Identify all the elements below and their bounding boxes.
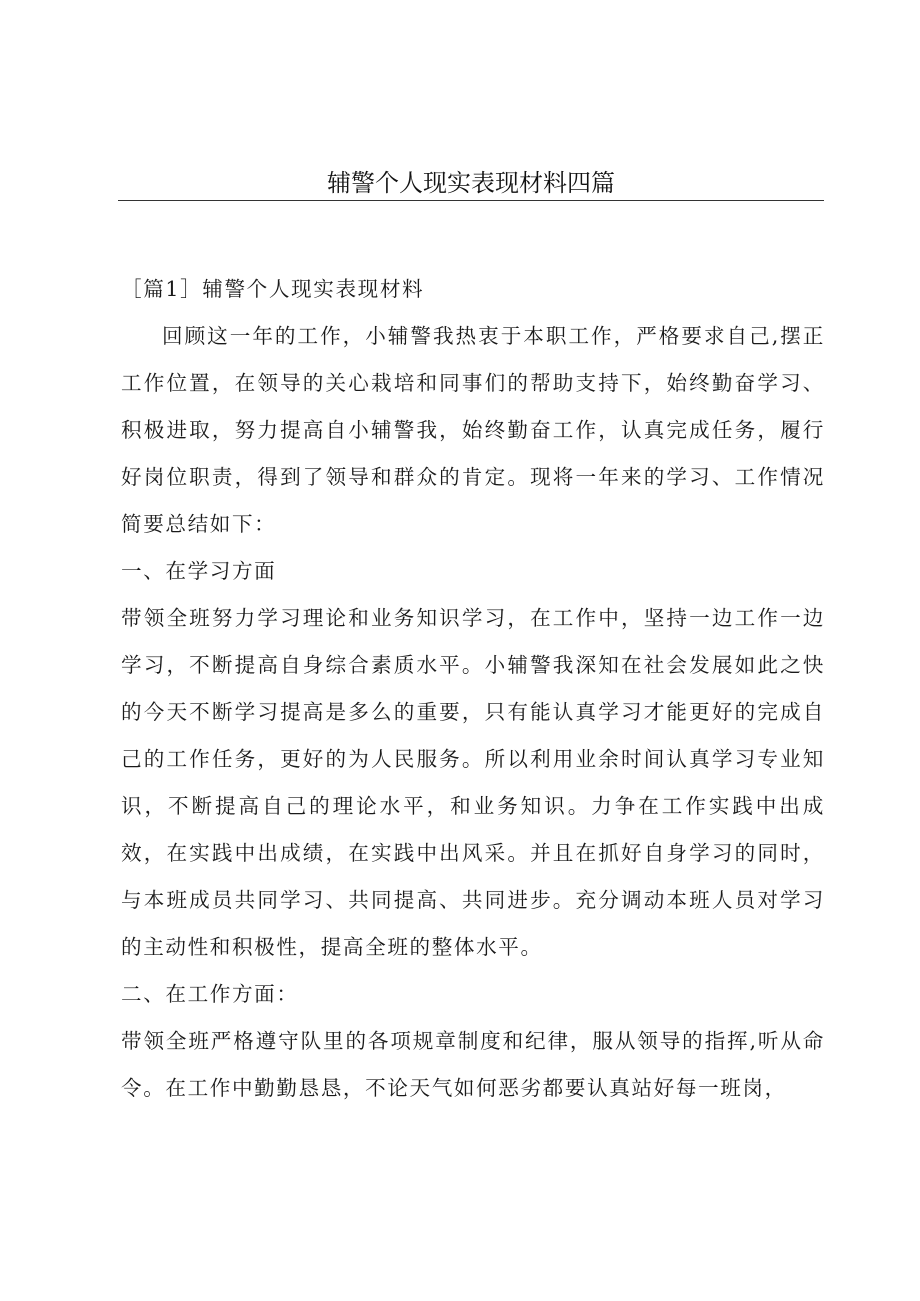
title-underline [118,200,824,201]
section-heading: ［篇1］辅警个人现实表现材料 [121,277,425,301]
document-title: 辅警个人现实表现材料四篇 [327,169,615,197]
paragraph-intro: 回顾这一年的工作，小辅警我热衷于本职工作，严格要求自己,摆正工作位置，在领导的关心栽培和同事们的帮助支持下，始终勤奋学习、积极进取，努力提高自小辅警我，始终勤奋工作，认真完成任务，履行好岗位职责，得到了领导和群众的肯定。现将一年来的学习、工作情况简要总结如下： [121,324,825,536]
document-body [121,266,825,1112]
paragraph-study: 带领全班努力学习理论和业务知识学习，在工作中，坚持一边工作一边学习，不断提高自身综合素质水平。小辅警我深知在社会发展如此之快的今天不断学习提高是多么的重要，只有能认真学习才能更好的完成自己的工作任务，更好的为人民服务。所以利用业余时间认真学习专业知识，不断提高自己的理论水平，和业务知识。力争在工作实践中出成效，在实践中出成绩，在实践中出风采。并且在抓好自身学习的同时，与本班成员共同学习、共同提高、共同进步。充分调动本班人员对学习的主动性和积极性，提高全班的整体水平。 [121,606,825,959]
paragraph-work: 带领全班严格遵守队里的各项规章制度和纪律，服从领导的指挥,听从命令。在工作中勤勤恳恳，不论天气如何恶劣都要认真站好每一班岗， [121,1029,825,1100]
subheading-study: 一、在学习方面 [121,559,277,583]
subheading-work: 二、在工作方面： [121,982,299,1006]
